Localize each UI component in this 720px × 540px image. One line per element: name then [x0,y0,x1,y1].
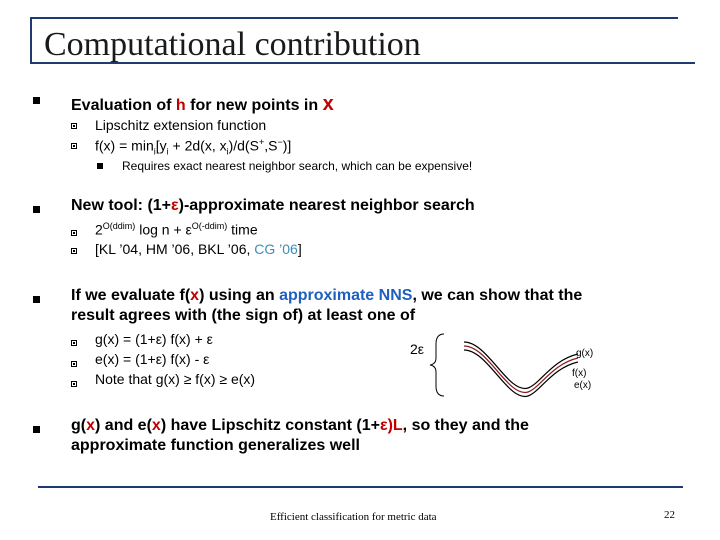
bullet-lipschitz-line2: approximate function generalizes well [71,437,360,454]
sub-bullet-icon [71,340,77,346]
bullet-evaluate-line2: result agrees with (the sign of) at least one of [71,307,416,324]
label-ex: e(x) [574,380,592,391]
formula-fx: $f(x) = \min_i[y_i + 2d(x$, $x_i)/d(S^+,S^-)$] [95,137,292,157]
bullet-square-icon [33,97,40,104]
lipschitz-extension-text: Lipschitz extension function [95,117,267,133]
title-top-rule [30,17,678,19]
curve-e [464,350,578,396]
function-curves-diagram [428,330,578,400]
nns-references: [KL ’04, HM ’06, BKL ’06, CG ’06] [95,241,302,257]
footer-text: Efficient classification for metric data [270,511,437,523]
nns-time-complexity: $2^{O(ddim)}$ $\log n + \varepsilon^{O(-ddim)}$ time [95,221,258,238]
brace-shape [430,334,444,396]
sub-bullet-icon [71,123,77,129]
label-gx: g(x) [576,348,594,359]
label-fx: f(x) [572,368,587,379]
sub-bullet-icon [71,143,77,149]
bullet-lipschitz-line1: g(x) and e(x) have Lipschitz constant (1+ε)L, so they and the [71,417,529,434]
formula-ex: e(x) = (1+ε) f(x) - ε [95,351,210,367]
sub-bullet-icon [71,230,77,236]
bullet-evaluation: Evaluation of h for new points in x [71,93,334,115]
footer-rule [38,486,683,488]
sub-bullet-icon [71,381,77,387]
sub-bullet-icon [71,361,77,367]
sub-bullet-icon [71,248,77,254]
title-left-rule [30,17,32,63]
two-epsilon-label: 2ε [410,341,425,357]
slide-title: Computational contribution [44,26,421,63]
subsub-bullet-icon [97,163,103,169]
formula-gx: g(x) = (1+ε) f(x) + ε [95,331,213,347]
bullet-square-icon [33,426,40,433]
bullet-evaluate-line1: If we evaluate f(x) using an approximate NNS, we can show that the [71,287,583,304]
bullet-new-tool: New tool: (1+ε)-approximate nearest neighbor search [71,197,475,214]
bullet-square-icon [33,206,40,213]
page-number: 22 [664,509,675,521]
note-inequality: Note that g(x) ≥ f(x) ≥ e(x) [95,371,256,387]
requires-exact-nns-text: Requires exact nearest neighbor search, which can be expensive! [122,159,473,173]
bullet-square-icon [33,296,40,303]
